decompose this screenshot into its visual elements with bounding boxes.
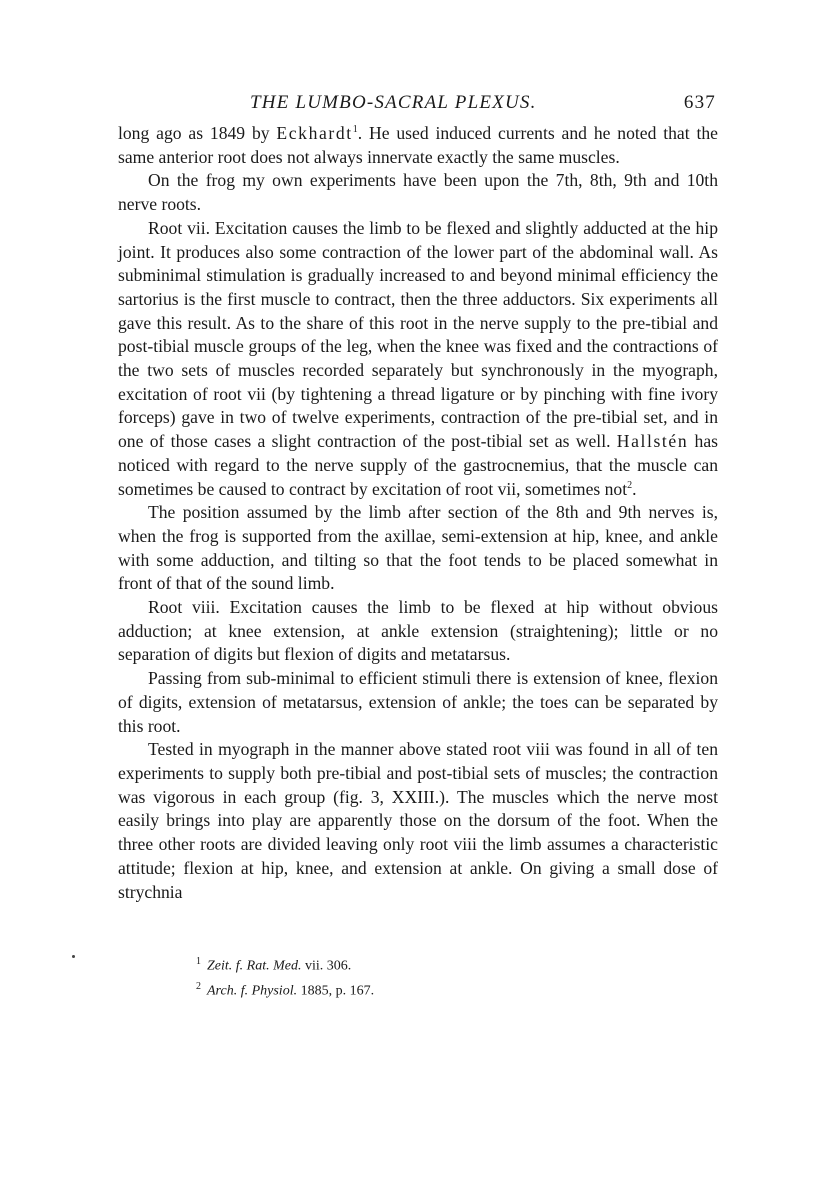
text-run: Root vii. Excitation causes the limb to be flexed and slightly adducted at the hip joint. It produces also some contraction of the lower part of the abdominal wall. As subminimal stimulation is gradually increased to and beyond minimal efficiency the sartorius is the first muscle to contract, then the three adductors. Six experiments all gave this result. As to the share of this root in the nerve supply to the pre-tibial and post-tibial muscle groups of the leg, when the knee was fixed and the contractions of the two sets of muscles recorded separately but synchronously in the myograph, excitation of root vii (by tightening a thread ligature or by pinching with fine ivory forceps) gave in two of twelve experiments, contraction of the pre-tibial set, and in one of those cases a slight contraction of the post-tibial set as well. (118, 217, 718, 452)
paragraph-5: Root viii. Excitation causes the limb to be flexed at hip without obvious adduction; at knee extension, at ankle extension (straightening); little or no separation of digits but flexion of digits and metatarsus. (118, 597, 718, 665)
text-run: has noticed with regard to the nerve supply of the gastrocnemius, that the muscle can sometimes be caused to contract by excitation of root vii, sometimes not (118, 431, 718, 499)
text-run: . He used induced currents and he noted that the same anterior root does not always innervate exactly the same muscles. (118, 123, 718, 167)
footnote-number: 1 (196, 956, 201, 967)
text-run: . (632, 478, 637, 499)
footnote-ref-1: 1 (352, 124, 358, 136)
page-number: 637 (683, 92, 716, 113)
paragraph-7: Tested in myograph in the manner above stated root viii was found in all of ten experiments to supply both pre-tibial and post-tibial sets of muscles; the contraction was vigorous in each group (fig. 3, XXIII.). The muscles which the nerve most easily brings into play are apparently those on the dorsum of the foot. When the three other roots are divided leaving only root viii the limb assumes a characteristic attitude; flexion at hip, knee, and extension at ankle. On giving a small dose of strychnia (118, 739, 718, 902)
paragraph-4: The position assumed by the limb after section of the 8th and 9th nerves is, when the frog is supported from the axillae, semi-extension at hip, knee, and ankle with some adduction, and tilting so that the foot tends to be placed somewhat in front of that of the sound limb. (118, 502, 718, 594)
body-text (118, 122, 718, 904)
footnote-2 (196, 977, 374, 1002)
running-title: THE LUMBO-SACRAL PLEXUS. (250, 92, 537, 113)
footnote-1 (196, 952, 374, 977)
footnote-number: 2 (196, 980, 201, 992)
author-name-eckhardt: Eckhardt (276, 123, 353, 143)
footnotes (196, 952, 374, 1001)
page (118, 92, 718, 904)
footnote-ref-2: 2 (627, 479, 633, 491)
running-head (118, 92, 718, 122)
print-speck (72, 955, 75, 958)
footnote-reference: 1885, p. 167. (297, 983, 375, 999)
author-name-hallsten: Hallstén (616, 431, 689, 452)
text-run: long ago as 1849 by (118, 123, 277, 143)
paragraph-2: On the frog my own experiments have been upon the 7th, 8th, 9th and 10th nerve roots. (118, 170, 718, 215)
footnote-source: Arch. f. Physiol. (207, 983, 298, 999)
footnote-source: Zeit. f. Rat. Med. (207, 958, 302, 974)
paragraph-6: Passing from sub-minimal to efficient stimuli there is extension of knee, flexion of digits, extension of metatarsus, extension of ankle; the toes can be separated by this root. (118, 668, 718, 736)
footnote-reference: vii. 306. (301, 958, 352, 974)
paragraph-1 (118, 122, 718, 169)
paragraph-3 (118, 217, 718, 501)
